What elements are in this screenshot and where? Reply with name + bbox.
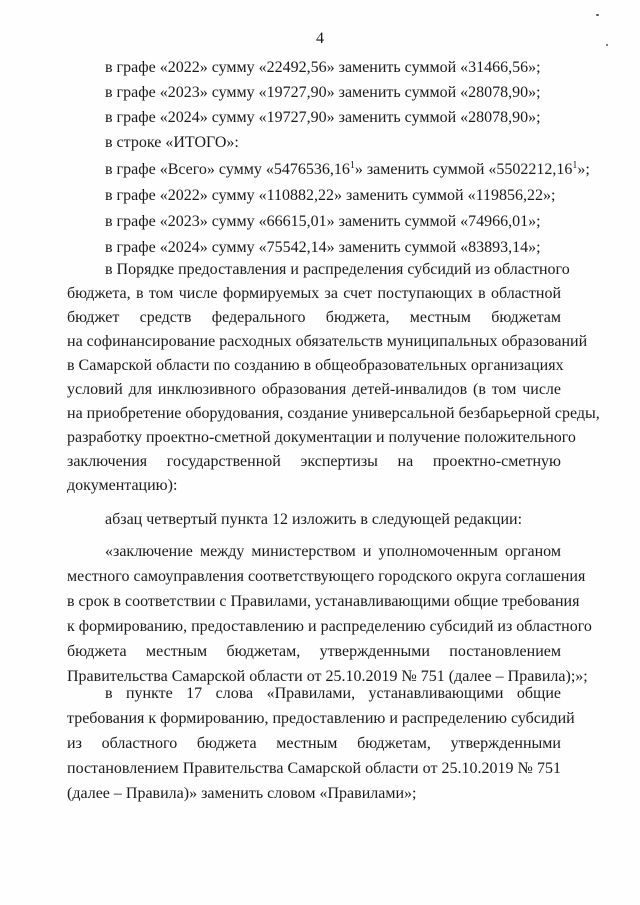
text-line: в пункте 17 слова «Правилами, устанавливающими общие — [105, 685, 561, 702]
text-line: Правительства Самарской области от 25.10.2019 № 751 (далее – Правила);»; — [67, 668, 588, 685]
replacement-line: в графе «2023» сумму «19727,90» заменить суммой «28078,90»; — [105, 84, 541, 101]
replacement-line: в графе «2022» сумму «110882,22» заменить суммой «119856,22»; — [105, 187, 556, 204]
paragraph-item-17 — [67, 681, 575, 806]
text-line: местного самоуправления соответствующего городского округа соглашения — [67, 568, 586, 585]
text-line: бюджета местным бюджетам, утвержденными постановлением — [67, 643, 561, 660]
text-line: в Самарской области по созданию в общеобразовательных организациях — [67, 357, 564, 374]
text-line: заключения государственной экспертизы на проектно-сметную — [67, 453, 561, 470]
replacement-line: в графе «2024» сумму «75542,14» заменить суммой «83893,14»; — [105, 239, 541, 256]
replacement-line: в графе «2023» сумму «66615,01» заменить суммой «74966,01»; — [105, 213, 541, 230]
text-line: постановлением Правительства Самарской области от 25.10.2019 № 751 — [67, 760, 561, 777]
replacement-line: в строке «ИТОГО»: — [105, 134, 239, 151]
text-line: из областного бюджета местным бюджетам, утвержденными — [67, 735, 561, 752]
text-line: бюджета, в том числе формируемых за счет поступающих в областной — [67, 285, 561, 302]
text-line: требования к формированию, предоставлению и распределению субсидий — [67, 710, 575, 727]
scan-speck — [606, 44, 608, 46]
text-line: на приобретение оборудования, создание универсальной безбарьерной среды, — [67, 405, 600, 422]
replacement-line: в графе «Всего» сумму «5476536,16$^1$» заменить суммой «5502212,16$^1$»; — [105, 160, 590, 178]
text-line: «заключение между министерством и уполномоченным органом — [105, 543, 561, 560]
replacement-line: в графе «2022» сумму «22492,56» заменить суммой «31466,56»; — [105, 59, 541, 76]
text-line: к формированию, предоставлению и распределению субсидий из областного — [67, 618, 592, 635]
text-line: (далее – Правила)» заменить словом «Правилами»; — [67, 785, 417, 802]
text-line: разработку проектно-сметной документации и получение положительного — [67, 429, 576, 446]
text-line: в Порядке предоставления и распределения субсидий из областного — [105, 261, 570, 278]
replacement-line: в графе «2024» сумму «19727,90» заменить суммой «28078,90»; — [105, 109, 541, 126]
document-body — [105, 55, 590, 260]
scan-speck — [596, 14, 599, 16]
page-number: 4 — [316, 30, 324, 47]
paragraph-new-wording — [67, 539, 592, 689]
text-line: в срок в соответствии с Правилами, устанавливающими общие требования — [67, 593, 580, 610]
text-line: условий для инклюзивного образования детей-инвалидов (в том числе — [67, 381, 561, 398]
text-line: документацию): — [67, 477, 178, 494]
text-line: на софинансирование расходных обязательств муниципальных образований — [67, 333, 588, 350]
text-line: абзац четвертый пункта 12 изложить в следующей редакции: — [105, 511, 523, 528]
text-line: бюджет средств федерального бюджета, местным бюджетам — [67, 309, 561, 326]
paragraph-item-12 — [105, 508, 561, 532]
paragraph-subsidy-procedure — [67, 258, 600, 498]
